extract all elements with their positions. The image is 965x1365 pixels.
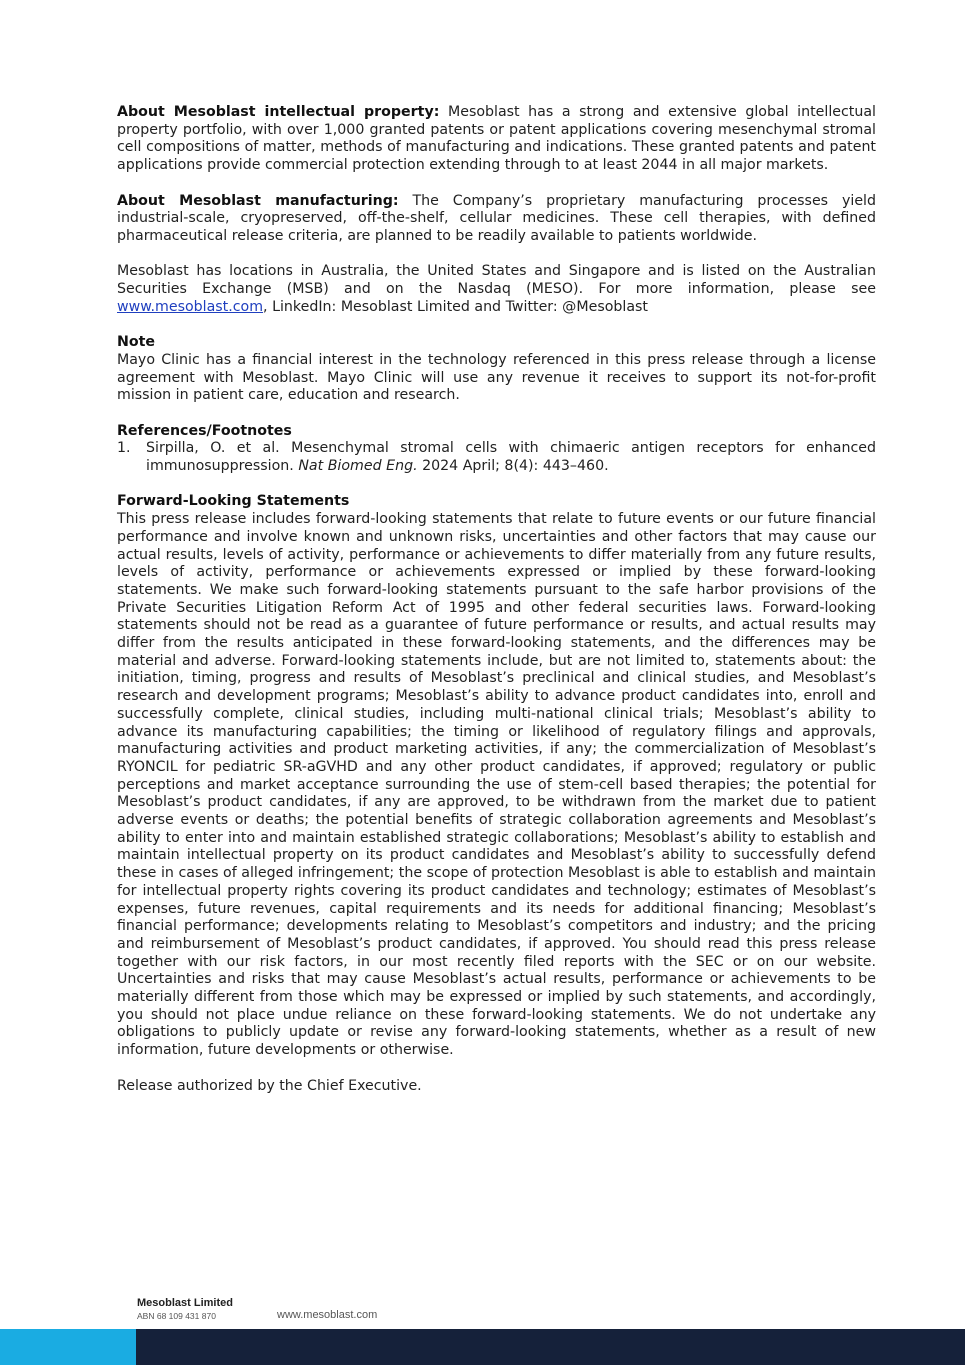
forward-looking-body: This press release includes forward-looking statements that relate to future events or our future financial performance and involve known and unknown risks, uncertainties and other factors that may cause our actual results, levels of activity, performance or achievements to differ materially from any future results, levels of activity, performance or achievements expressed or implied by these forward-looking statements. We make such forward-looking statements pursuant to the safe harbor provisions of the Private Securities Litigation Reform Act of 1995 and other federal securities laws. Forward-looking statements should not be read as a guarantee of future performance or results, and actual results may differ from the results anticipated in these forward-looking statements, and the differences may be material and adverse. Forward-looking statements include, but are not limited to, statements about: the initiation, timing, progress and results of Mesoblast’s preclinical and clinical studies, and Mesoblast’s research and development programs; Mesoblast’s ability to advance product candidates into, enroll and successfully complete, clinical studies, including multi-national clinical trials; Mesoblast’s ability to advance its manufacturing capabilities; the timing or likelihood of regulatory filings and approvals, manufacturing activities and product marketing activities, if any; the commercialization of Mesoblast’s RYONCIL for pediatric SR-aGVHD and any other product candidates, if approved; regulatory or public perceptions and market acceptance surrounding the use of stem-cell based therapies; the potential for Mesoblast’s product candidates, if any are approved, to be withdrawn from the market due to patient adverse events or deaths; the potential benefits of strategic collaboration agreements and Mesoblast’s ability to enter into and maintain established strategic collaborations; Mesoblast’s ability to establish and maintain intellectual property on its product candidates and Mesoblast’s ability to successfully defend these in cases of alleged infringement; the scope of protection Mesoblast is able to establish and maintain for intellectual property rights covering its product candidates and technology; estimates of Mesoblast’s expenses, future revenues, capital requirements and its needs for additional financing; Mesoblast’s financial performance; developments relating to Mesoblast’s competitors and industry; and the pricing and reimbursement of Mesoblast’s product candidates, if approved. You should read this press release together with our risk factors, in our most recently filed reports with the SEC or on our website. Uncertainties and risks that may cause Mesoblast’s actual results, performance or achievements to be materially different from those which may be expressed or implied by such statements, and accordingly, you should not place undue reliance on these forward-looking statements. We do not undertake any obligations to publicly update or revise any forward-looking statements, whether as a result of new information, future developments or otherwise. [117,511,876,1059]
ip-paragraph [117,104,876,175]
forward-looking-paragraph [117,493,876,1060]
note-paragraph [117,334,876,405]
reference-journal: Nat Biomed Eng. [298,458,418,474]
footer-abn: ABN 68 109 431 870 [137,1311,216,1321]
reference-item [117,440,876,475]
references-heading: References/Footnotes [117,422,292,439]
release-authorization: Release authorized by the Chief Executive. [117,1077,422,1094]
locations-text: Mesoblast has locations in Australia, the United States and Singapore and is listed on the Australian Securities Exchange (MSB) and on the Nasdaq (MESO). For more information, please see [117,263,876,297]
reference-citation: 2024 April; 8(4): 443–460. [417,458,609,474]
footer-company-name: Mesoblast Limited [137,1297,233,1309]
social-text: , LinkedIn: Mesoblast Limited and Twitter: @Mesoblast [263,298,648,315]
locations-paragraph [117,263,876,316]
document-body [117,104,876,1113]
ip-heading: About Mesoblast intellectual property: [117,104,440,120]
website-link[interactable]: www.mesoblast.com [117,298,264,315]
manufacturing-paragraph [117,193,876,246]
references-list [117,440,876,475]
note-heading: Note [117,334,156,351]
forward-looking-heading: Forward-Looking Statements [117,493,350,510]
manufacturing-heading: About Mesoblast manufacturing: [117,192,399,209]
references-section [117,423,876,476]
footer-website: www.mesoblast.com [277,1309,378,1321]
footer-accent-band [0,1329,136,1365]
ip-body: Mesoblast has a strong and extensive global intellectual property portfolio, with over 1,000 granted patents or patent applications covering mesenchymal stromal cell compositions of matter, methods of manufacturing and indications. These granted patents and patent applications provide commercial protection extending through to at least 2044 in all major markets. [117,104,876,174]
reference-number: 1. [117,440,131,457]
note-body: Mayo Clinic has a financial interest in the technology referenced in this press release through a license agreement with Mesoblast. Mayo Clinic will use any revenue it receives to support its not-for-profit mission in patient care, education and research. [117,351,876,404]
footer-navy-band [136,1329,965,1365]
manufacturing-body: The Company’s proprietary manufacturing processes yield industrial-scale, cryopreserved, off-the-shelf, cellular medicines. These cell therapies, with defined pharmaceutical release criteria, are planned to be readily available to patients worldwide. [117,192,876,244]
reference-authors-title: Sirpilla, O. et al. Mesenchymal stromal cells with chimaeric antigen receptors for enhanced immunosuppression. [146,440,876,474]
